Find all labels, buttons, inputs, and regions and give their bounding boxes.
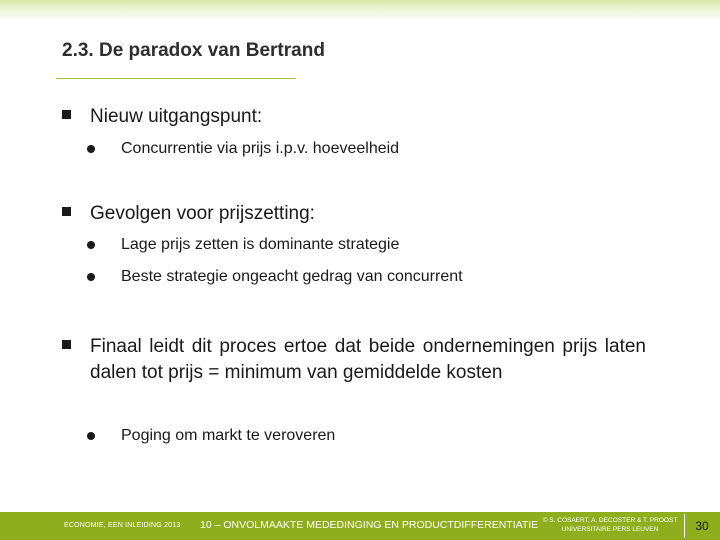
sub-point-2-2-text: Beste strategie ongeacht gedrag van concurrent (121, 268, 463, 285)
footer-course: ECONOMIE, EEN INLEIDING 2013 (64, 522, 181, 529)
round-bullet-icon (87, 273, 95, 281)
bullet-point-3-text: Finaal leidt dit proces ertoe dat beide ondernemingen prijs laten dalen tot prijs = minimum van gemiddelde kosten (90, 336, 646, 383)
footer-copyright (536, 516, 684, 534)
sub-point-2-1-text: Lage prijs zetten is dominante strategie (121, 236, 400, 253)
sub-point-3-1-text: Poging om markt te veroveren (121, 427, 336, 444)
sub-point-3-1 (121, 425, 335, 447)
sub-point-2-2 (121, 266, 463, 288)
round-bullet-icon (87, 241, 95, 249)
sub-point-2-1 (121, 234, 399, 256)
slide-title: 2.3. De paradox van Bertrand (62, 40, 325, 61)
sub-point-1-1 (121, 138, 399, 160)
footer-bar (0, 512, 720, 540)
footer-copyright-line2: UNIVERSITAIRE PERS LEUVEN (561, 526, 659, 533)
bullet-point-1 (90, 104, 262, 130)
footer-chapter: 10 – ONVOLMAAKTE MEDEDINGING EN PRODUCTDIFFERENTIATIE (200, 519, 539, 531)
footer-divider (684, 514, 685, 538)
square-bullet-icon (62, 340, 71, 349)
round-bullet-icon (87, 432, 95, 440)
square-bullet-icon (62, 110, 71, 119)
bullet-point-2-text: Gevolgen voor prijszetting: (90, 203, 315, 224)
bullet-point-1-text: Nieuw uitgangspunt: (90, 106, 263, 127)
page-number: 30 (695, 519, 709, 533)
round-bullet-icon (87, 145, 95, 153)
square-bullet-icon (62, 207, 71, 216)
footer-copyright-line1: © S. COSAERT, A. DECOSTER & T. PROOST (542, 517, 678, 524)
sub-point-1-1-text: Concurrentie via prijs i.p.v. hoeveelheid (121, 140, 400, 157)
bullet-point-3 (90, 334, 646, 386)
bullet-point-2 (90, 201, 315, 227)
